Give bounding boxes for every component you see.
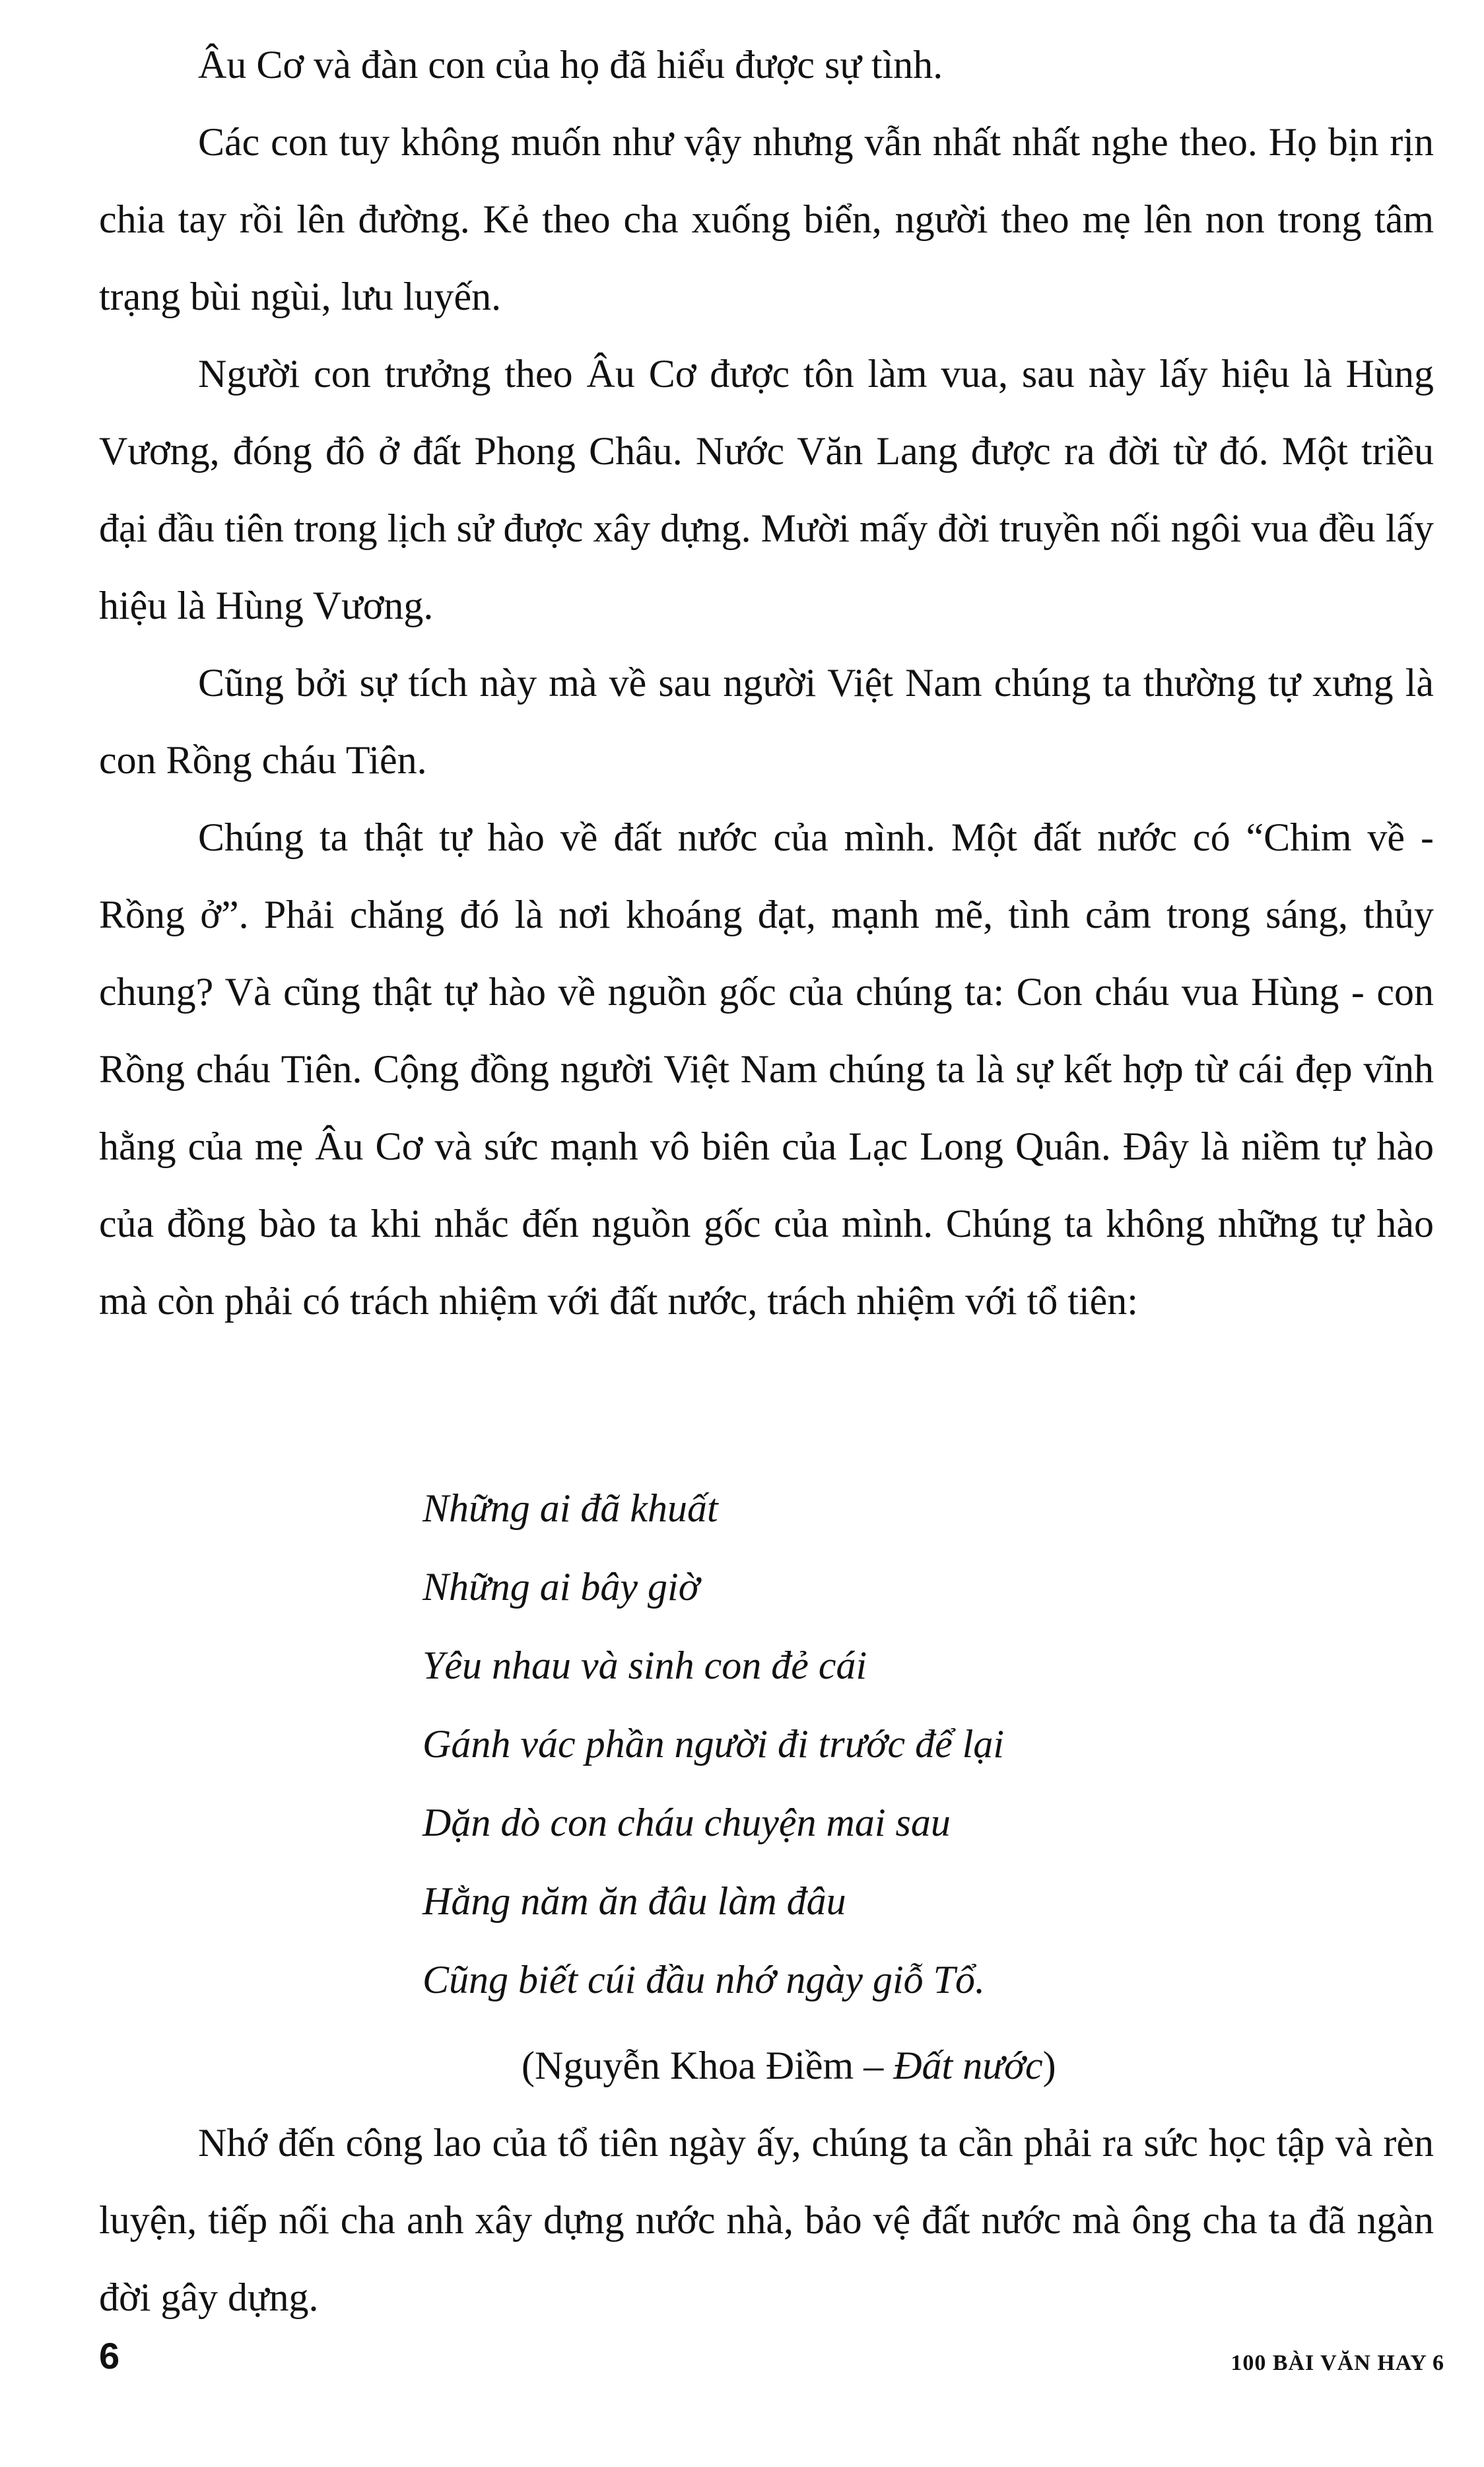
attribution-work: Đất nước [893, 2044, 1043, 2087]
body-text-top [99, 26, 1434, 1340]
paragraph-4: Cũng bởi sự tích này mà về sau người Việt Nam chúng ta thường tự xưng là con Rồng cháu Tiên. [99, 661, 1434, 782]
poem-quote [422, 1469, 1004, 2019]
paragraph-1: Âu Cơ và đàn con của họ đã hiểu được sự tình. [198, 43, 943, 87]
poem-line: Dặn dò con cháu chuyện mai sau [422, 1801, 951, 1844]
attribution-close: ) [1042, 2044, 1056, 2087]
page-number: 6 [99, 2335, 120, 2377]
attribution-author: Nguyễn Khoa Điềm [534, 2044, 854, 2087]
poem-line: Cũng biết cúi đầu nhớ ngày giỗ Tổ. [422, 1958, 985, 2001]
book-title-footer: 100 BÀI VĂN HAY 6 [1231, 2351, 1444, 2375]
attribution-open: ( [522, 2044, 535, 2087]
poem-line: Những ai đã khuất [422, 1486, 718, 1530]
attribution-separator: – [854, 2044, 894, 2087]
paragraph-5: Chúng ta thật tự hào về đất nước của mình. Một đất nước có “Chim về - Rồng ở”. Phải chăng đó là nơi khoáng đạt, mạnh mẽ, tình cảm trong sáng, thủy chung? Và cũng thật tự hào về nguồn gốc của chúng ta: Con cháu vua Hùng - con Rồng cháu Tiên. Cộng đồng người Việt Nam chúng ta là sự kết hợp từ cái đẹp vĩnh hằng của mẹ Âu Cơ và sức mạnh vô biên của Lạc Long Quân. Đây là niềm tự hào của đồng bào ta khi nhắc đến nguồn gốc của mình. Chúng ta không những tự hào mà còn phải có trách nhiệm với đất nước, trách nhiệm với tổ tiên: [99, 816, 1434, 1323]
poem-line: Yêu nhau và sinh con đẻ cái [422, 1644, 867, 1687]
poem-line: Hằng năm ăn đâu làm đâu [422, 1879, 846, 1923]
paragraph-3: Người con trưởng theo Âu Cơ được tôn làm vua, sau này lấy hiệu là Hùng Vương, đóng đô ở đất Phong Châu. Nước Văn Lang được ra đời từ đó. Một triều đại đầu tiên trong lịch sử được xây dựng. Mười mấy đời truyền nối ngôi vua đều lấy hiệu là Hùng Vương. [99, 352, 1434, 627]
body-text-bottom [99, 2104, 1434, 2336]
poem-line: Những ai bây giờ [422, 1565, 700, 1609]
paragraph-2: Các con tuy không muốn như vậy nhưng vẫn nhất nhất nghe theo. Họ bịn rịn chia tay rồi lên đường. Kẻ theo cha xuống biển, người theo mẹ lên non trong tâm trạng bùi ngùi, lưu luyến. [99, 120, 1434, 318]
closing-paragraph: Nhớ đến công lao của tổ tiên ngày ấy, chúng ta cần phải ra sức học tập và rèn luyện, tiếp nối cha anh xây dựng nước nhà, bảo vệ đất nước mà ông cha ta đã ngàn đời gây dựng. [99, 2121, 1434, 2319]
poem-attribution [522, 2027, 1056, 2104]
poem-line: Gánh vác phần người đi trước để lại [422, 1722, 1005, 1766]
